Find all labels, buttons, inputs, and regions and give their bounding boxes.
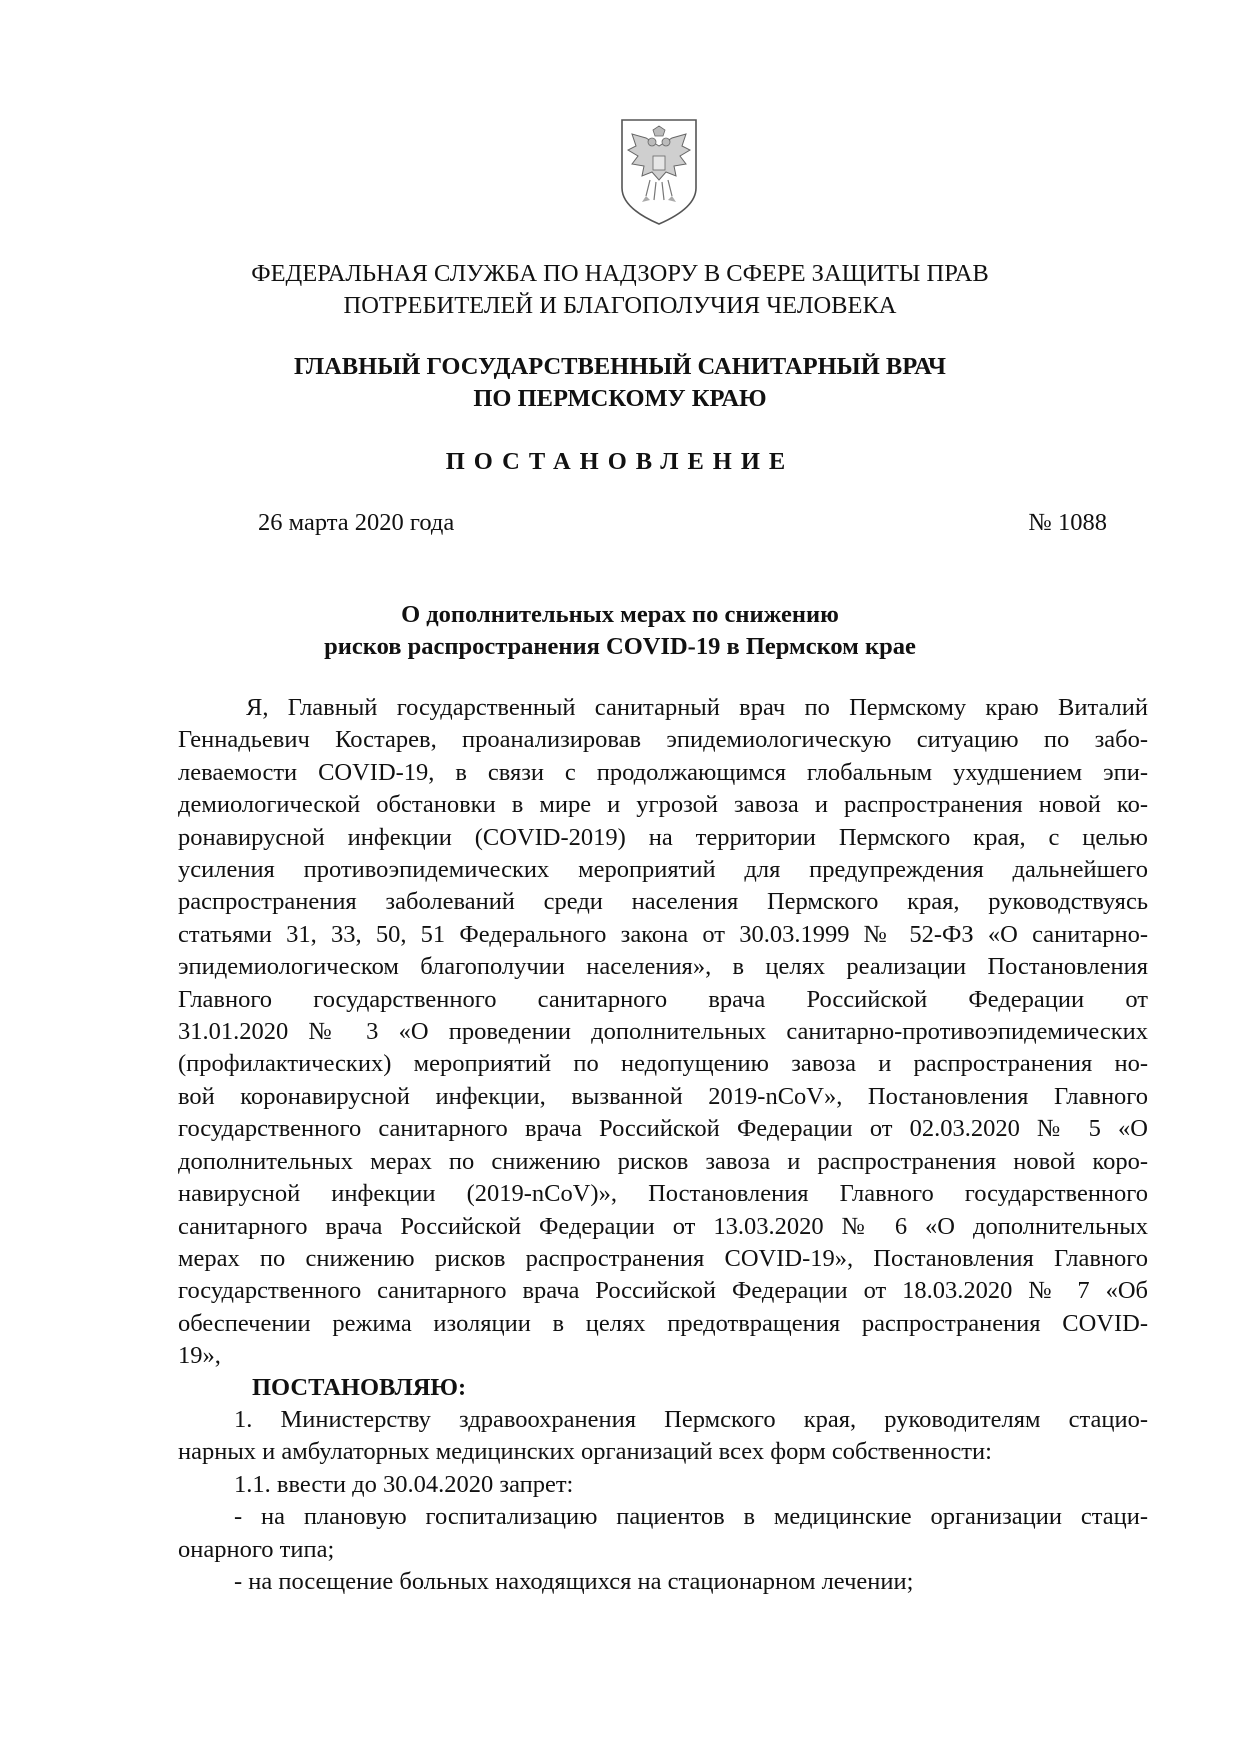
preamble-line: демиологической обстановки в мире и угрозой завоза и распространения новой ко- <box>178 791 1148 819</box>
agency-name <box>180 258 1060 322</box>
subject-line-1: О дополнительных мерах по снижению <box>401 601 839 628</box>
agency-name-line-1: ФЕДЕРАЛЬНАЯ СЛУЖБА ПО НАДЗОРУ В СФЕРЕ ЗАЩИТЫ ПРАВ <box>251 260 989 287</box>
item-line: нарных и амбулаторных медицинских организаций всех форм собственности: <box>178 1438 992 1466</box>
agency-name-line-2: ПОТРЕБИТЕЛЕЙ И БЛАГОПОЛУЧИЯ ЧЕЛОВЕКА <box>343 292 897 319</box>
resolution-items <box>178 1404 1148 1598</box>
preamble-text <box>178 692 1148 1373</box>
official-title-line-1: ГЛАВНЫЙ ГОСУДАРСТВЕННЫЙ САНИТАРНЫЙ ВРАЧ <box>293 353 947 380</box>
preamble-line: Главного государственного санитарного врача Российской Федерации от <box>178 985 1148 1013</box>
preamble-line: 19», <box>178 1342 221 1370</box>
item-line: 1. Министерству здравоохранения Пермского края, руководителям стацио- <box>234 1406 1148 1433</box>
preamble-line: распространения заболеваний среди населения Пермского края, руководствуясь <box>178 888 1148 916</box>
russian-coat-of-arms-icon <box>616 116 702 228</box>
item-line: - на плановую госпитализацию пациентов в медицинские организации стаци- <box>234 1503 1148 1531</box>
resolve-heading: ПОСТАНОВЛЯЮ: <box>252 1374 467 1401</box>
preamble-line: обеспечении режима изоляции в целях предотвращения распространения COVID- <box>178 1309 1148 1337</box>
subject-line-2: рисков распространения COVID-19 в Пермском крае <box>324 633 916 660</box>
preamble-line: санитарного врача Российской Федерации от 13.03.2020 № 6 «О дополнительных <box>178 1212 1148 1240</box>
document-type: ПОСТАНОВЛЕНИЕ <box>445 448 795 475</box>
item-line: онарного типа; <box>178 1535 335 1563</box>
preamble-line: мерах по снижению рисков распространения COVID-19», Постановления Главного <box>178 1244 1148 1272</box>
preamble-line: 31.01.2020 № 3 «О проведении дополнительных санитарно-противоэпидемических <box>178 1018 1148 1046</box>
preamble-line: ронавирусной инфекции (COVID-2019) на территории Пермского края, с целью <box>178 823 1148 851</box>
preamble-line: (профилактических) мероприятий по недопущению завоза и распространения но- <box>178 1050 1148 1078</box>
preamble-line: Я, Главный государственный санитарный врач по Пермскому краю Виталий <box>246 694 1148 721</box>
preamble-line: Геннадьевич Костарев, проанализировав эпидемиологическую ситуацию по забо- <box>178 726 1148 754</box>
document-number: № 1088 <box>1028 509 1107 536</box>
preamble-line: навирусной инфекции (2019-nCoV)», Постановления Главного государственного <box>178 1180 1148 1208</box>
preamble-line: государственного санитарного врача Российской Федерации от 02.03.2020 № 5 «О <box>178 1115 1148 1143</box>
document-subject <box>180 599 1060 663</box>
preamble-line: леваемости COVID-19, в связи с продолжающимся глобальным ухудшением эпи- <box>178 758 1148 786</box>
official-title <box>180 351 1060 415</box>
preamble-line: государственного санитарного врача Российской Федерации от 18.03.2020 № 7 «Об <box>178 1277 1148 1305</box>
item-line: - на посещение больных находящихся на стационарном лечении; <box>234 1568 914 1596</box>
document-date: 26 марта 2020 года <box>258 509 455 536</box>
preamble-line: статьями 31, 33, 50, 51 Федерального закона от 30.03.1999 № 52-ФЗ «О санитарно- <box>178 920 1148 948</box>
official-title-line-2: ПО ПЕРМСКОМУ КРАЮ <box>473 385 767 412</box>
preamble-line: усиления противоэпидемических мероприятий для предупреждения дальнейшего <box>178 856 1148 884</box>
preamble-line: эпидемиологическом благополучии населения», в целях реализации Постановления <box>178 953 1148 981</box>
preamble-line: дополнительных мерах по снижению рисков завоза и распространения новой коро- <box>178 1147 1148 1175</box>
item-line: 1.1. ввести до 30.04.2020 запрет: <box>234 1470 574 1498</box>
preamble-line: вой коронавирусной инфекции, вызванной 2019-nCoV», Постановления Главного <box>178 1082 1148 1110</box>
